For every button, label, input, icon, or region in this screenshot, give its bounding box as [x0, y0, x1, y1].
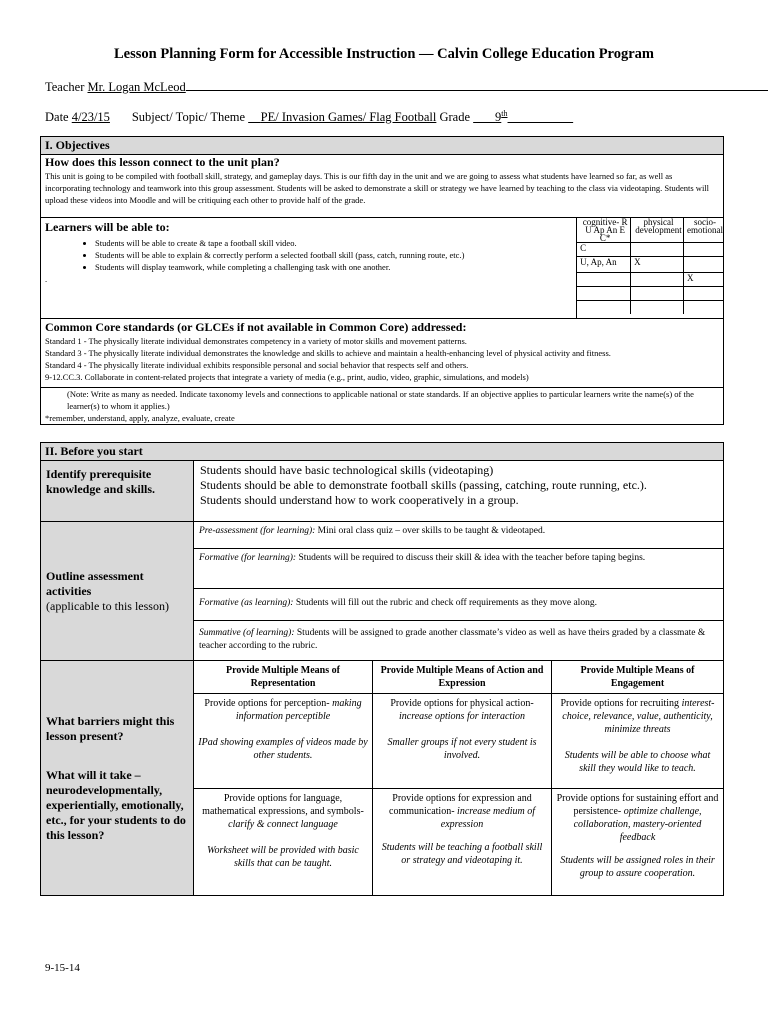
taxonomy-header-socio: socio-emotional	[684, 218, 724, 243]
barriers-question: What barriers might this lesson present?	[46, 713, 175, 743]
udl-plain: Provide options for sustaining effort and persistence-	[556, 793, 719, 817]
assessment-type: Formative (as learning):	[199, 598, 294, 608]
objectives-table	[40, 136, 724, 425]
udl-italic: interest- choice, relevance, value, authenticity, minimize threats	[562, 698, 715, 735]
assessment-label: Outline assessment activities	[46, 568, 144, 598]
note-label: Note	[69, 389, 87, 399]
assessment-sub: (applicable to this lesson)	[46, 598, 169, 613]
note-text: (Note: Write as many as needed. Indicate taxonomy levels and connections to applicable national or state standards. If an objective applies to particular learners write the name(s) of the learner(s) to whom it applies.)	[67, 389, 694, 411]
learner-objective: • Students will be able to explain & correctly perform a selected football skill (pass, catch, running route, etc.)	[95, 249, 572, 261]
taxonomy-cell-value: X	[684, 273, 724, 287]
taxonomy-cell-value	[684, 287, 724, 301]
udl-italic: optimize challenge, collaboration, mastery-oriented feedback	[573, 806, 702, 843]
taxonomy-cell-value	[577, 301, 630, 315]
grade-value: 9	[495, 110, 502, 125]
udl-plain: Provide options for expression and communication-	[389, 793, 532, 817]
assessment-formative-as	[194, 589, 724, 621]
barriers-cell	[41, 661, 194, 896]
subject-label: Subject/ Topic/ Theme	[131, 110, 246, 125]
learners-cell	[41, 218, 577, 319]
grade-sup: th	[501, 109, 508, 118]
udl-italic: making information perceptible	[235, 698, 362, 722]
objectives-section-title: I. Objectives	[41, 137, 724, 155]
grade-label: Grade	[439, 110, 471, 125]
learner-objective: • Students will display teamwork, while completing a challenging task with one another.	[95, 261, 572, 273]
before-table	[40, 442, 724, 896]
unit-plan-cell	[41, 155, 724, 218]
standard-item: Standard 1 - The physically literate individual demonstrates competency in a variety of motor skills and movement patterns.	[45, 336, 467, 346]
udl-italic: increase medium of expression	[440, 806, 535, 830]
taxonomy-table	[577, 218, 723, 314]
subject-value: PE/ Invasion Games/ Flag Football	[260, 110, 437, 125]
teacher-line	[45, 79, 768, 95]
taxonomy-footnote: *remember, understand, apply, analyze, evaluate, create	[45, 413, 235, 423]
assessment-label-cell	[41, 522, 194, 661]
unit-plan-text: This unit is going to be compiled with football skill, strategy, and gameplay days. This is our fifth day in the unit and we are going to assess what students have learned so far, as well as incorporating technology and teamwork into this group assessment. Students will be asked to demonstrate a skill or strategy we have learned by teaching to the class via videotaping. Students will upload these videos into Moodle and will be critiquing each other to provide half of the grade.	[45, 171, 710, 205]
prereq-cell	[194, 461, 724, 522]
udl-cell	[552, 694, 724, 789]
udl-plain: Provide options for recruiting	[560, 698, 680, 709]
standard-item: 9-12.CC.3. Collaborate in content-related projects that integrate a variety of media (e.g., print, audio, video, graphic, simulations, and models)	[45, 372, 529, 382]
udl-cell	[194, 694, 373, 789]
udl-example: Students will be teaching a football skill or strategy and videotaping it.	[381, 842, 543, 866]
udl-plain: Provide options for perception-	[204, 698, 330, 709]
udl-example: Smaller groups if not every student is involved.	[387, 737, 537, 761]
udl-header-action: Provide Multiple Means of Action and Expression	[373, 661, 552, 694]
footer-date: 9-15-14	[45, 962, 80, 974]
taxonomy-header-physical: physical development	[631, 218, 684, 243]
date-value: 4/23/15	[71, 110, 110, 125]
learner-objectives-list	[45, 237, 572, 273]
udl-example: Students will be assigned roles in their group to assure cooperation.	[560, 855, 715, 879]
assessment-text: Mini oral class quiz – over skills to be taught & videotaped.	[315, 526, 546, 536]
prereq-label: Identify prerequisite knowledge and skills.	[41, 461, 194, 522]
udl-cell	[552, 789, 724, 896]
taxonomy-cell-value	[577, 273, 630, 287]
prereq-line: Students should understand how to work cooperatively in a group.	[200, 493, 519, 507]
udl-example: Students will be able to choose what skill they would like to teach.	[564, 750, 711, 774]
udl-cell	[373, 789, 552, 896]
taxonomy-cell	[577, 218, 724, 319]
taxonomy-cell-value	[577, 287, 630, 301]
teacher-rule	[186, 79, 768, 91]
standards-heading: Common Core standards (or GLCEs if not available in Common Core) addressed:	[45, 320, 467, 334]
before-section-title: II. Before you start	[41, 443, 724, 461]
support-question: What will it take – neurodevelopmentally, experientially, emotionally, etc., for your students to do this lesson?	[46, 767, 186, 842]
assessment-text: Students will be assigned to grade another classmate’s video as well as have theirs graded by a classmate & teacher according to the rubric.	[199, 628, 706, 651]
date-label: Date	[45, 110, 69, 125]
trailing-mark: .	[45, 274, 48, 284]
teacher-value: Mr. Logan McLeod	[87, 80, 186, 94]
assessment-pre	[194, 522, 724, 549]
taxonomy-cell-value	[631, 301, 684, 315]
prereq-line: Students should be able to demonstrate football skills (passing, catching, route running, etc.).	[200, 478, 647, 492]
assessment-type: Summative (of learning):	[199, 628, 295, 638]
udl-italic: increase options for interaction	[398, 711, 525, 722]
taxonomy-cell-value: U, Ap, An	[577, 257, 630, 273]
assessment-formative-for	[194, 549, 724, 589]
taxonomy-header-cognitive: cognitive- R U Ap An E C*	[577, 218, 630, 243]
assessment-type: Formative (for learning):	[199, 553, 297, 563]
taxonomy-cell-value	[631, 243, 684, 257]
assessment-text: Students will fill out the rubric and check off requirements as they move along.	[293, 598, 597, 608]
udl-plain: Provide options for physical action-	[390, 698, 534, 709]
udl-example: Worksheet will be provided with basic skills that can be taught.	[207, 845, 359, 869]
assessment-summative	[194, 621, 724, 661]
taxonomy-cell-value: X	[631, 257, 684, 273]
note-body: : Write as many as needed. Indicate taxonomy levels and connections to applicable national or state standards. If an objective applies to particular learners write the name(s) of the learner(s) to whom it applies.)	[67, 389, 694, 411]
taxonomy-cell-value	[684, 243, 724, 257]
standards-cell	[41, 319, 724, 388]
teacher-label: Teacher	[45, 80, 85, 94]
learner-objective: • Students will be able to create & tape a football skill video.	[95, 237, 572, 249]
udl-header-engagement: Provide Multiple Means of Engagement	[552, 661, 724, 694]
taxonomy-cell-value	[631, 287, 684, 301]
assessment-text: Students will be required to discuss their skill & idea with the teacher before taping begins.	[296, 553, 646, 563]
note-cell	[41, 388, 724, 425]
form-title: Lesson Planning Form for Accessible Instruction — Calvin College Education Program	[114, 46, 654, 62]
udl-example: IPad showing examples of videos made by other students.	[198, 737, 368, 761]
learners-heading: Learners will be able to:	[45, 220, 170, 234]
udl-cell	[373, 694, 552, 789]
udl-italic: clarify & connect language	[228, 819, 338, 830]
taxonomy-cell-value	[631, 273, 684, 287]
udl-header-representation: Provide Multiple Means of Representation	[194, 661, 373, 694]
standard-item: Standard 3 - The physically literate individual demonstrates the knowledge and skills to achieve and maintain a health-enhancing level of physical activity and fitness.	[45, 348, 611, 358]
taxonomy-cell-value	[684, 257, 724, 273]
udl-cell	[194, 789, 373, 896]
date-line	[45, 109, 573, 125]
udl-plain: Provide options for language, mathematical expressions, and symbols-	[202, 793, 364, 817]
unit-plan-question: How does this lesson connect to the unit plan?	[45, 155, 280, 169]
prereq-line: Students should have basic technological skills (videotaping)	[200, 463, 494, 477]
taxonomy-cell-value	[684, 301, 724, 315]
taxonomy-cell-value: C	[577, 243, 630, 257]
assessment-type: Pre-assessment (for learning):	[199, 526, 316, 536]
standard-item: Standard 4 - The physically literate individual exhibits responsible personal and social behavior that respects self and others.	[45, 360, 469, 370]
